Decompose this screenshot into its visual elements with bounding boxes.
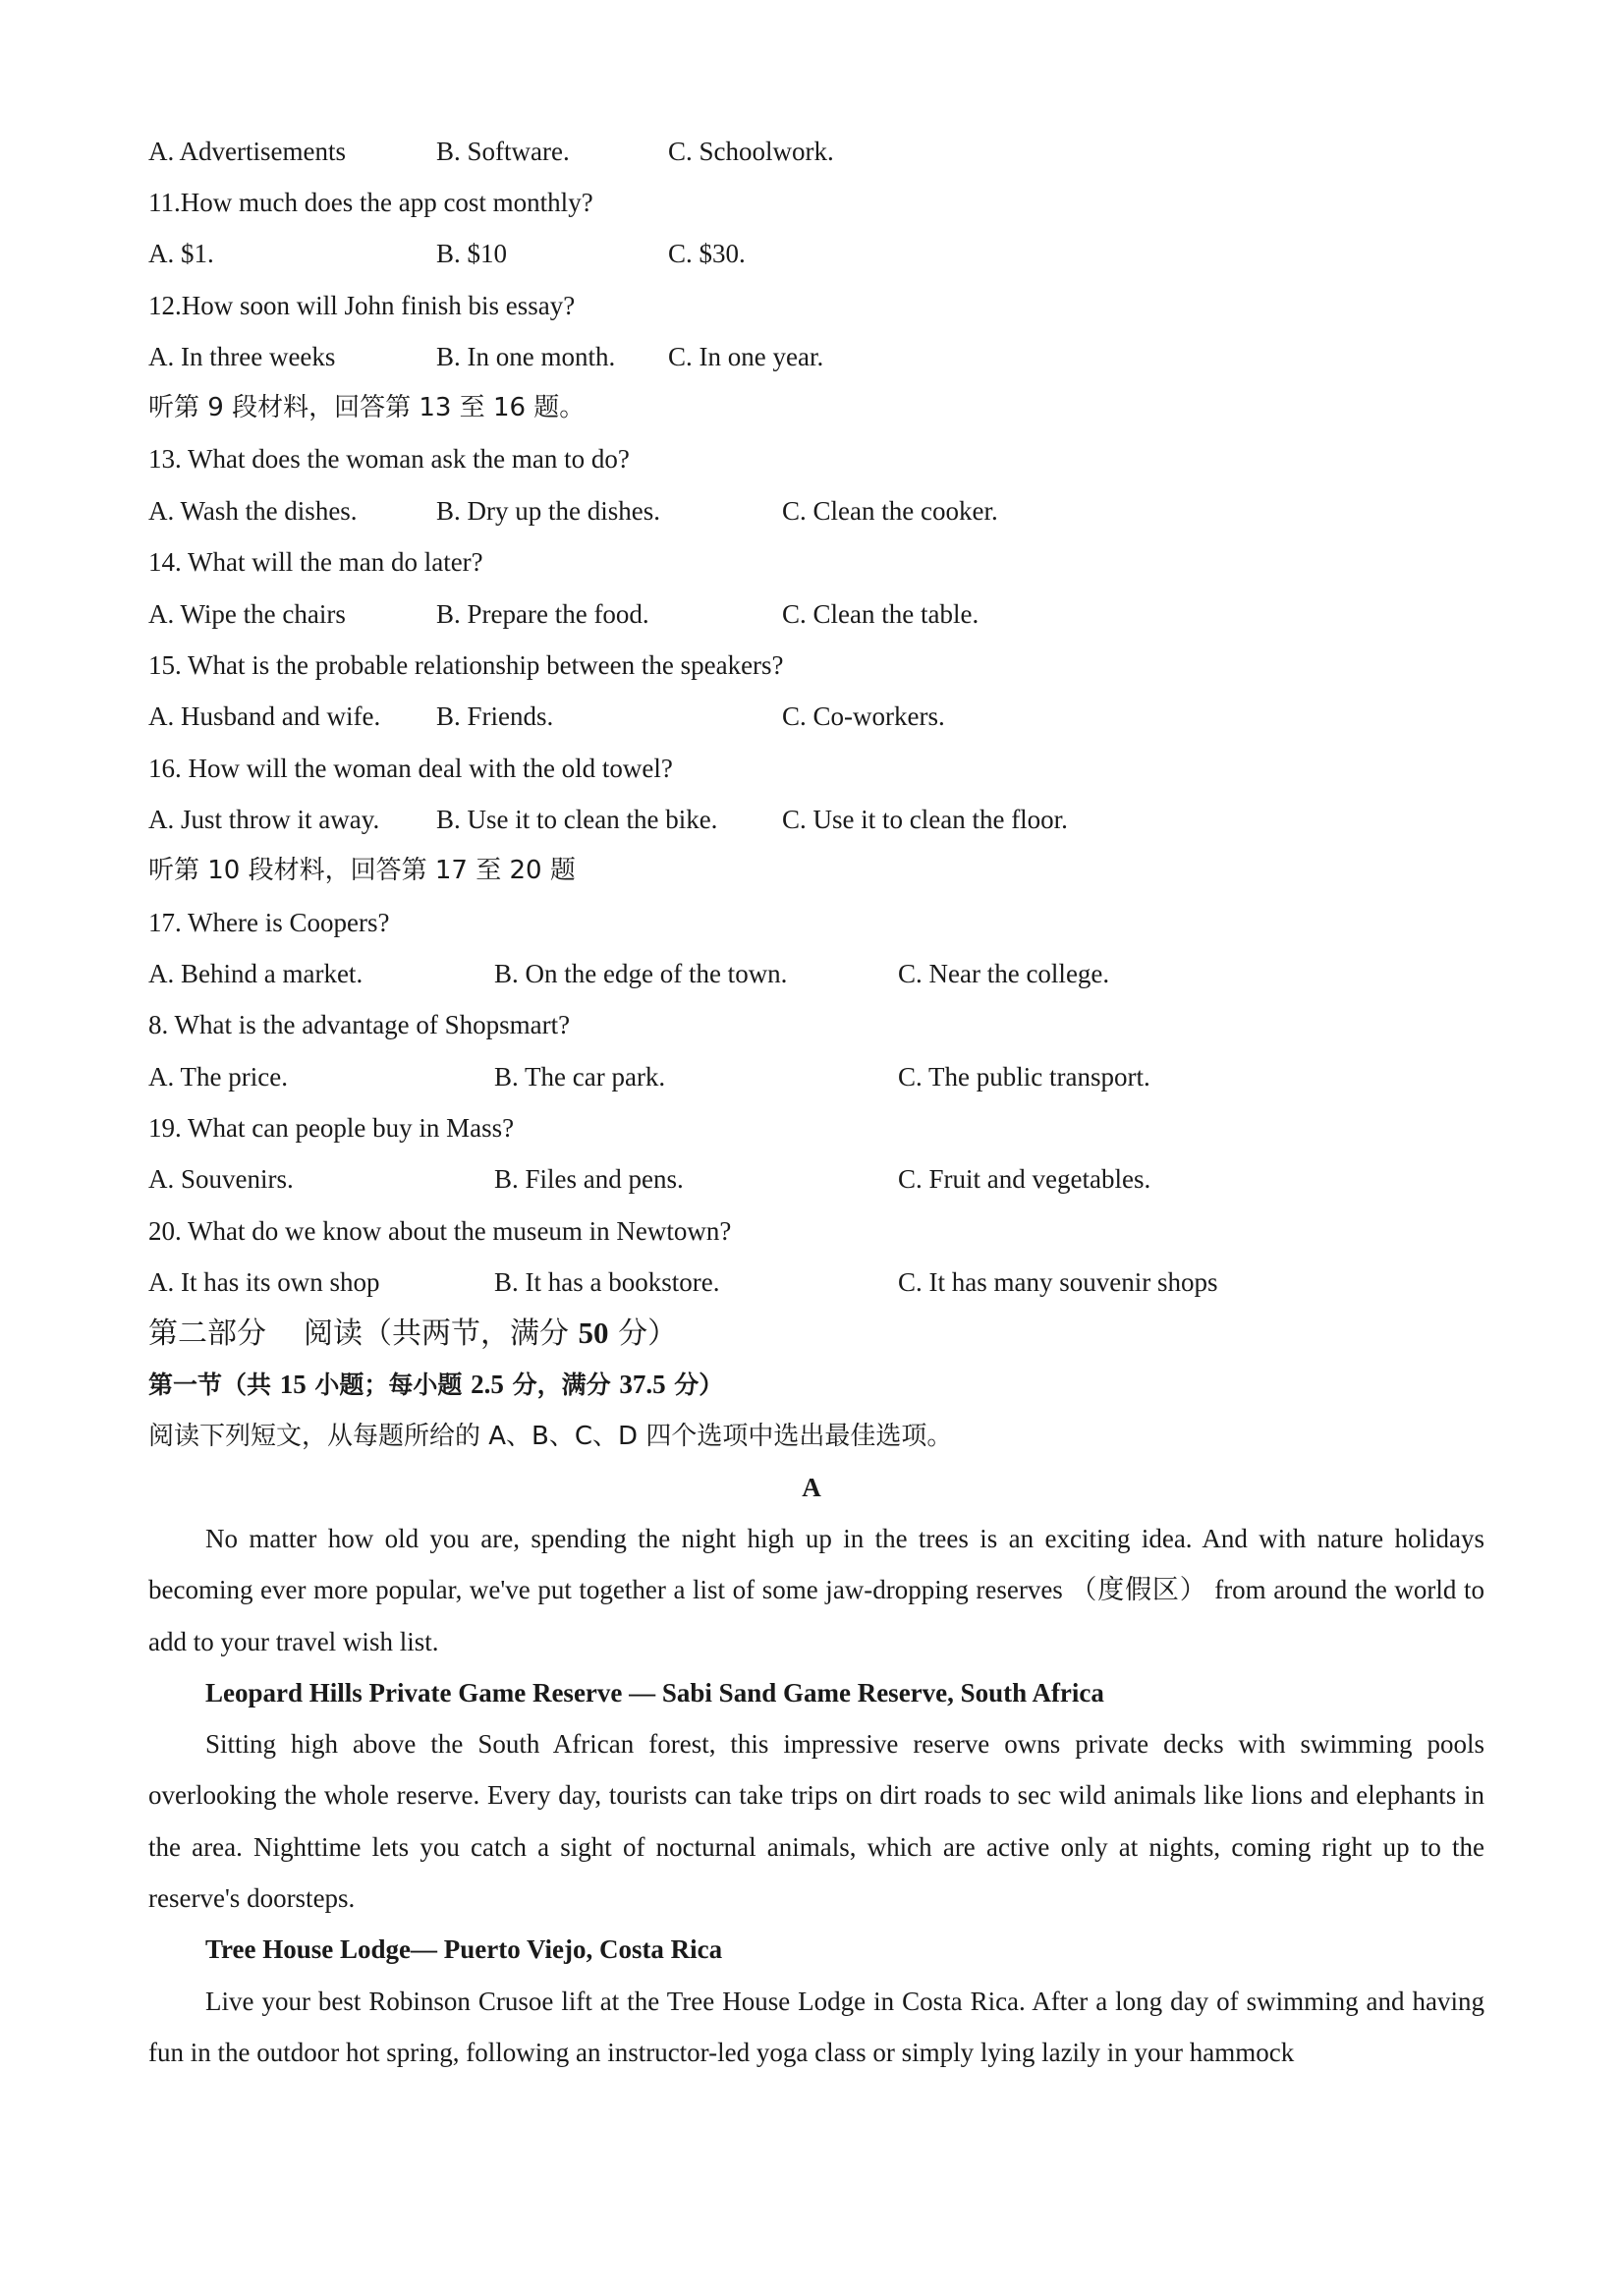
part-two-score: 50 — [578, 1316, 609, 1350]
q17-option-a: A. Behind a market. — [148, 959, 364, 988]
q11-option-a: A. $1. — [148, 239, 214, 268]
q15-option-b: B. Friends. — [436, 701, 554, 731]
section-one-mid2: 分，满分 — [503, 1371, 620, 1399]
q16-option-b: B. Use it to clean the bike. — [436, 805, 718, 834]
q13-stem: 13. What does the woman ask the man to do? — [148, 444, 630, 474]
part-two-heading — [148, 1308, 677, 1360]
q12-option-a: A. In three weeks — [148, 342, 336, 371]
instruction-section-9: 听第 9 段材料，回答第 13 至 16 题。 — [148, 393, 586, 422]
q13-option-a: A. Wash the dishes. — [148, 496, 358, 526]
reserve-heading-tree-house: Tree House Lodge— Puerto Viejo, Costa Rica — [205, 1934, 723, 1964]
q12-stem: 12.How soon will John finish bis essay? — [148, 291, 576, 320]
q17-option-c: C. Near the college. — [898, 959, 1110, 988]
q20-option-c: C. It has many souvenir shops — [898, 1267, 1218, 1297]
q11-option-c: C. $30. — [668, 239, 746, 268]
reading-instruction: 阅读下列短文，从每题所给的 A、B、C、D 四个选项中选出最佳选项。 — [148, 1422, 953, 1451]
q19-option-b: B. Files and pens. — [494, 1164, 684, 1194]
q15-option-a: A. Husband and wife. — [148, 701, 381, 731]
q11-stem: 11.How much does the app cost monthly? — [148, 188, 593, 217]
q12-option-c: C. In one year. — [668, 342, 824, 371]
part-two-title-post: 分） — [608, 1316, 678, 1351]
part-two-label: 第二部分 — [148, 1316, 266, 1351]
section-one-post: 分） — [665, 1371, 724, 1399]
q19-option-a: A. Souvenirs. — [148, 1164, 294, 1194]
q14-option-a: A. Wipe the chairs — [148, 599, 346, 629]
q15-option-c: C. Co-workers. — [782, 701, 945, 731]
q10-option-b: B. Software. — [436, 137, 570, 166]
passage-label: A — [802, 1473, 821, 1502]
q17-stem: 17. Where is Coopers? — [148, 908, 390, 937]
reserve-description-leopard-hills: Sitting high above the South African forest, this impressive reserve owns private decks with swimming pools overlooking the whole reserve. Every day, tourists can take trips on dirt roads to sec wild animals like lions and elephants in the area. Nighttime lets you catch a sight of nocturnal animals, which are active only at nights, coming right up to the reserve's doorsteps. — [148, 1729, 1484, 1914]
section-one-count: 15 — [279, 1370, 307, 1399]
q19-option-c: C. Fruit and vegetables. — [898, 1164, 1151, 1194]
section-one-pre: 第一节（共 — [148, 1371, 280, 1399]
reserve-heading-leopard-hills: Leopard Hills Private Game Reserve — Sabi Sand Game Reserve, South Africa — [205, 1678, 1104, 1708]
q18-option-c: C. The public transport. — [898, 1062, 1150, 1092]
part-two-title-pre: 阅读（共两节，满分 — [304, 1316, 579, 1351]
q14-option-b: B. Prepare the food. — [436, 599, 649, 629]
q13-option-c: C. Clean the cooker. — [782, 496, 998, 526]
section-one-heading — [148, 1359, 723, 1411]
q14-option-c: C. Clean the table. — [782, 599, 979, 629]
q20-option-a: A. It has its own shop — [148, 1267, 380, 1297]
q14-stem: 14. What will the man do later? — [148, 547, 483, 577]
q16-option-c: C. Use it to clean the floor. — [782, 805, 1068, 834]
q18-option-a: A. The price. — [148, 1062, 288, 1092]
reserve-description-tree-house: Live your best Robinson Crusoe lift at the Tree House Lodge in Costa Rica. After a long day of swimming and having fun in the outdoor hot spring, following an instructor-led yoga class or simply lying lazily in your hammock — [148, 1987, 1484, 2068]
q20-option-b: B. It has a bookstore. — [494, 1267, 720, 1297]
q16-option-a: A. Just throw it away. — [148, 805, 380, 834]
q11-option-b: B. $10 — [436, 239, 508, 268]
section-one-mid: 小题；每小题 — [306, 1371, 472, 1399]
q18-stem: 8. What is the advantage of Shopsmart? — [148, 1010, 571, 1039]
q18-option-b: B. The car park. — [494, 1062, 666, 1092]
q15-stem: 15. What is the probable relationship between the speakers? — [148, 650, 784, 680]
q12-option-b: B. In one month. — [436, 342, 616, 371]
section-one-total: 37.5 — [619, 1370, 666, 1399]
q20-stem: 20. What do we know about the museum in Newtown? — [148, 1216, 732, 1246]
q10-option-c: C. Schoolwork. — [668, 137, 834, 166]
q10-option-a: A. Advertisements — [148, 137, 346, 166]
q16-stem: 16. How will the woman deal with the old towel? — [148, 754, 673, 783]
q19-stem: 19. What can people buy in Mass? — [148, 1113, 515, 1143]
section-one-points-each: 2.5 — [471, 1370, 504, 1399]
instruction-section-10: 听第 10 段材料，回答第 17 至 20 题 — [148, 856, 576, 885]
passage-intro: No matter how old you are, spending the night high up in the trees is an exciting idea. And with nature holidays becoming ever more popular, we've put together a list of some jaw-dropping reserves （度假区） from around the world to add to your travel wish list. — [148, 1524, 1484, 1656]
q17-option-b: B. On the edge of the town. — [494, 959, 788, 988]
q13-option-b: B. Dry up the dishes. — [436, 496, 660, 526]
